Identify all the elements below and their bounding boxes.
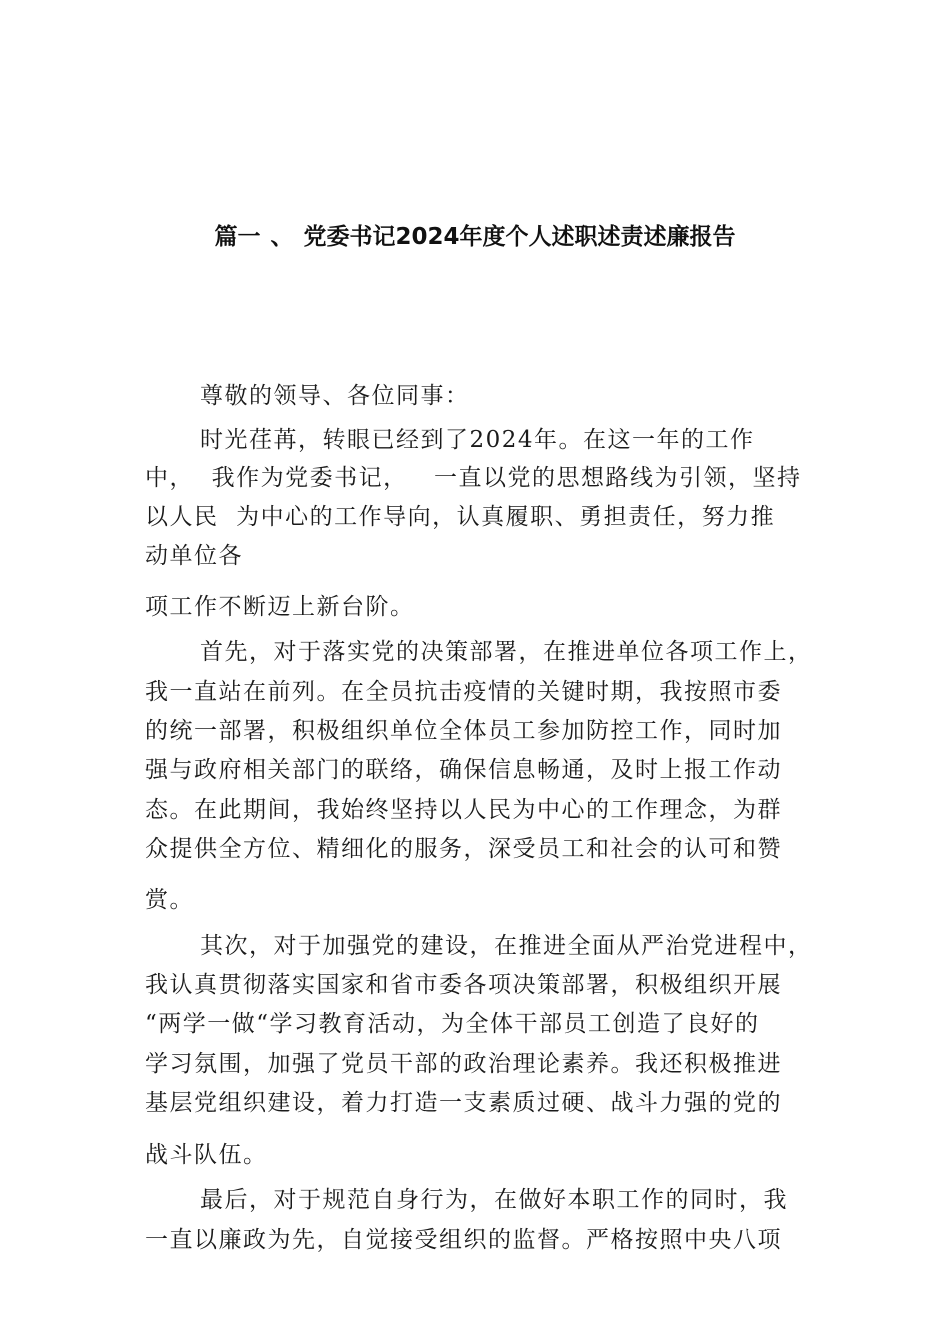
- paragraph-line: 赏。: [145, 887, 194, 913]
- paragraph-line: 战斗队伍。: [145, 1142, 268, 1168]
- paragraph-line: 首先，对于落实党的决策部署，在推进单位各项工作上，: [200, 639, 813, 665]
- paragraph-line: 学习氛围，加强了党员干部的政治理论素养。我还积极推进: [145, 1051, 782, 1077]
- title-separator: 、: [270, 224, 294, 250]
- title-text: 党委书记2024年度个人述职述责述廉报告: [303, 224, 736, 250]
- paragraph-line: 众提供全方位、精细化的服务，深受员工和社会的认可和赞: [145, 836, 782, 862]
- document-title: [0, 218, 950, 251]
- paragraph-line: 中， 我作为党委书记， 一直以党的思想路线为引领，坚持: [145, 465, 802, 491]
- paragraph-line: “两学一做“学习教育活动，为全体干部员工创造了良好的: [145, 1011, 760, 1037]
- paragraph-line: 的统一部署，积极组织单位全体员工参加防控工作，同时加: [145, 718, 782, 744]
- paragraph-line: 其次，对于加强党的建设，在推进全面从严治党进程中，: [200, 933, 813, 959]
- paragraph-line: 基层党组织建设，着力打造一支素质过硬、战斗力强的党的: [145, 1090, 782, 1116]
- paragraph-line: 动单位各: [145, 543, 243, 569]
- paragraph-line: 强与政府相关部门的联络，确保信息畅通，及时上报工作动: [145, 757, 782, 783]
- paragraph-line: 最后，对于规范自身行为，在做好本职工作的同时，我: [200, 1187, 788, 1213]
- paragraph-line: 以人民 为中心的工作导向，认真履职、勇担责任，努力推: [145, 504, 776, 530]
- paragraph-line: 时光荏苒，转眼已经到了2024年。在这一年的工作: [200, 427, 755, 453]
- paragraph-line: 我一直站在前列。在全员抗击疫情的关键时期，我按照市委: [145, 679, 782, 705]
- paragraph-line: 一直以廉政为先，自觉接受组织的监督。严格按照中央八项: [145, 1227, 782, 1253]
- salutation: 尊敬的领导、各位同事：: [200, 383, 470, 409]
- paragraph-line: 态。在此期间，我始终坚持以人民为中心的工作理念，为群: [145, 797, 782, 823]
- paragraph-line: 项工作不断迈上新台阶。: [145, 594, 415, 620]
- paragraph-line: 我认真贯彻落实国家和省市委各项决策部署，积极组织开展: [145, 972, 782, 998]
- title-prefix: 篇一: [214, 224, 261, 250]
